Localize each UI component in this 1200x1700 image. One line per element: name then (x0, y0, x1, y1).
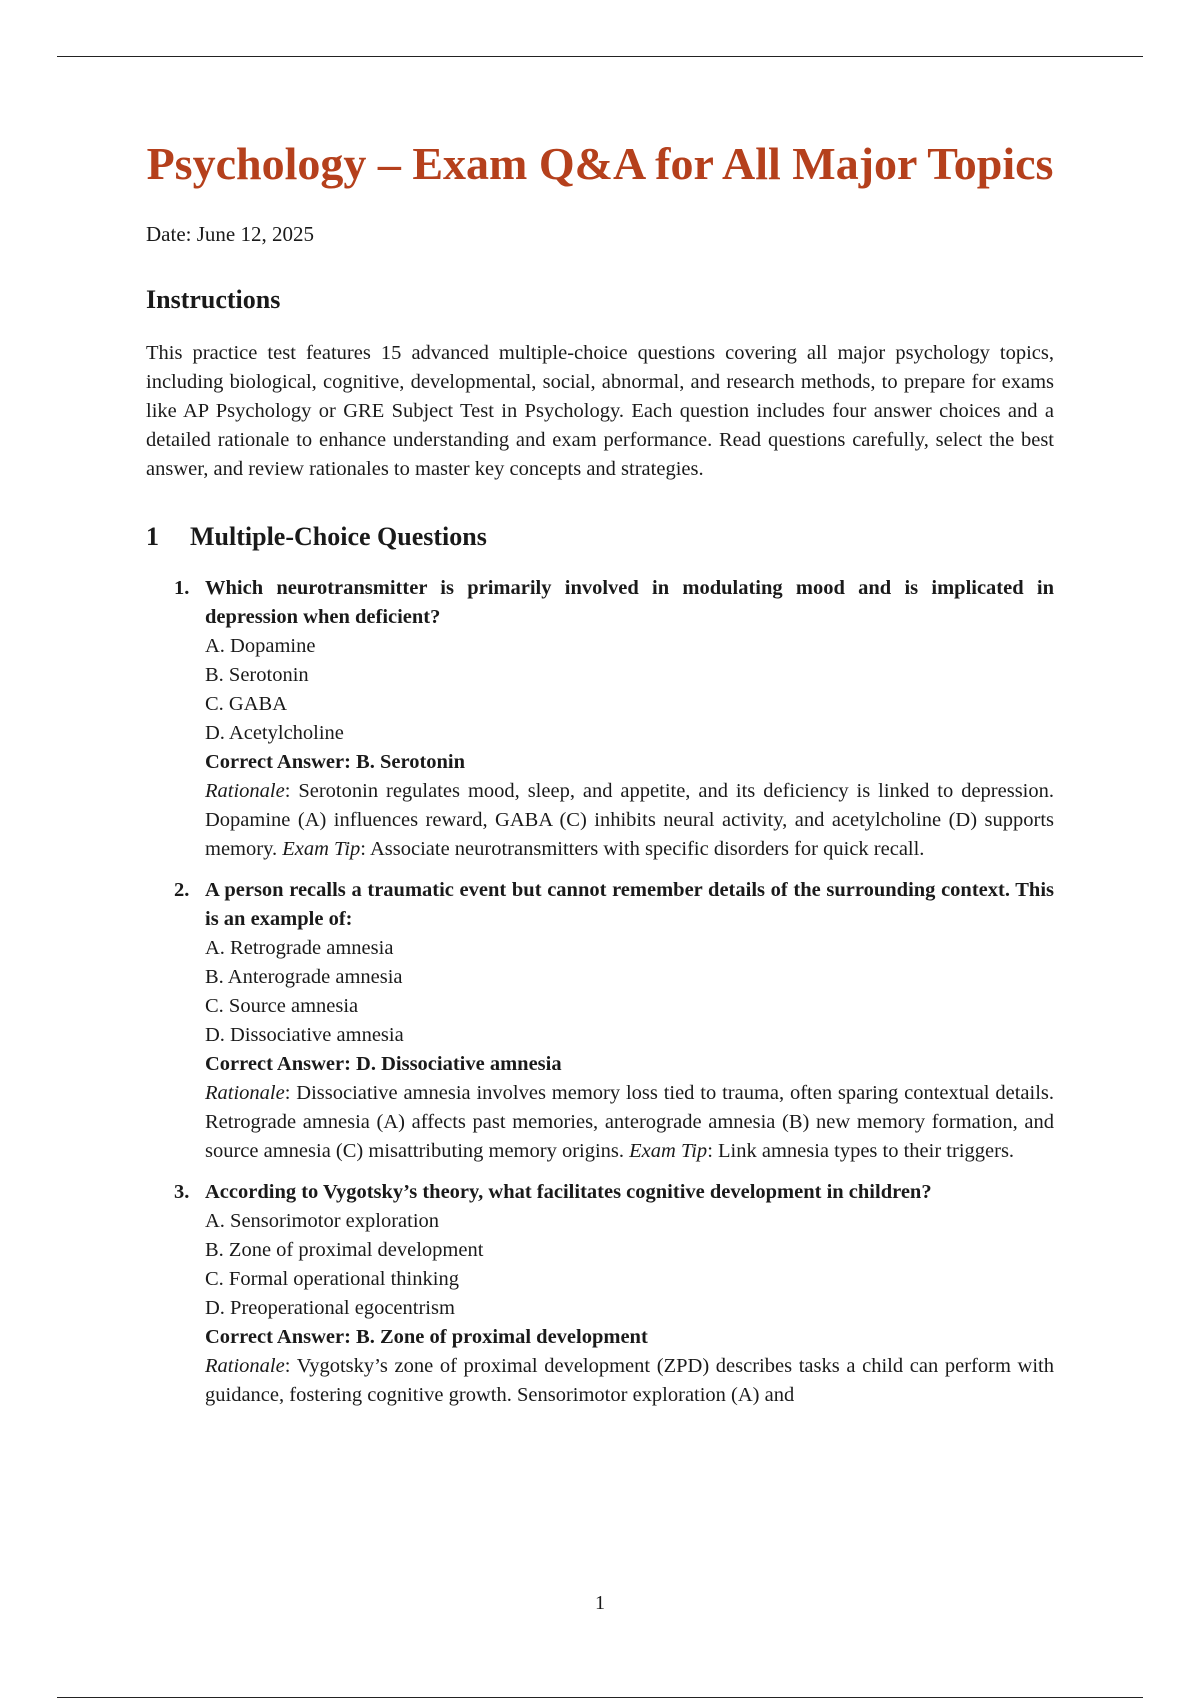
question-stem: Which neurotransmitter is primarily involved in modulating mood and is implicated in depression when deficient? (205, 577, 1054, 628)
question-stem: A person recalls a traumatic event but cannot remember details of the surrounding context. This is an example of: (205, 879, 1054, 930)
section-heading (146, 522, 1054, 552)
answer-choice: A. Sensorimotor exploration (205, 1210, 440, 1232)
exam-tip-text: : Associate neurotransmitters with specific disorders for quick recall. (360, 838, 925, 860)
exam-tip-label: Exam Tip (629, 1140, 708, 1162)
instructions-text: This practice test features 15 advanced multiple-choice questions covering all major psychology topics, including biological, cognitive, developmental, social, abnormal, and research methods, to prepare for exams like AP Psychology or GRE Subject Test in Psychology. Each question includes four answer choices and a detailed rationale to enhance understanding and exam performance. Read questions carefully, select the best answer, and review rationales to master key concepts and strategies. (146, 342, 1054, 480)
question-item (146, 1178, 1054, 1410)
instructions-heading: Instructions (146, 285, 281, 314)
answer-choice: C. Formal operational thinking (205, 1268, 459, 1290)
rationale-label: Rationale (205, 780, 285, 802)
rationale-text: : Serotonin regulates mood, sleep, and appetite, and its deficiency is linked to depression. Dopamine (A) influences reward, GABA (C) inhibits neural activity, and acetylcholine (D) supports memory. (205, 780, 1054, 860)
rationale-label: Rationale (205, 1355, 285, 1377)
page-number: 1 (595, 1592, 605, 1614)
correct-answer: Correct Answer: D. Dissociative amnesia (205, 1053, 562, 1075)
exam-tip-text: : Link amnesia types to their triggers. (707, 1140, 1015, 1162)
answer-choice: B. Anterograde amnesia (205, 966, 403, 988)
question-item (146, 574, 1054, 864)
top-rule (57, 56, 1143, 57)
correct-answer: Correct Answer: B. Serotonin (205, 751, 466, 773)
rationale-text: : Vygotsky’s zone of proximal development (ZPD) describes tasks a child can perform with guidance, fostering cognitive growth. Sensorimotor exploration (A) and (205, 1355, 1054, 1406)
rationale-text: : Dissociative amnesia involves memory loss tied to trauma, often sparing contextual details. Retrograde amnesia (A) affects past memories, anterograde amnesia (B) new memory formation, and source amnesia (C) misattributing memory origins. (205, 1082, 1054, 1162)
exam-tip-label: Exam Tip (282, 838, 361, 860)
rationale (205, 1352, 1054, 1410)
answer-choice: D. Preoperational egocentrism (205, 1297, 455, 1319)
answer-choice: D. Dissociative amnesia (205, 1024, 404, 1046)
answer-choice: A. Dopamine (205, 635, 316, 657)
answer-choice: B. Zone of proximal development (205, 1239, 484, 1261)
question-list (146, 574, 1054, 1410)
document-page (146, 130, 1054, 1422)
question-number: 1. (174, 577, 190, 599)
answer-choice: A. Retrograde amnesia (205, 937, 394, 959)
question-number: 3. (174, 1181, 190, 1203)
rationale (205, 1079, 1054, 1166)
rationale-label: Rationale (205, 1082, 285, 1104)
answer-choice: C. GABA (205, 693, 288, 715)
question-number: 2. (174, 879, 190, 901)
answer-choice: D. Acetylcholine (205, 722, 344, 744)
document-title: Psychology – Exam Q&A for All Major Topics (146, 138, 1054, 189)
document-date: Date: June 12, 2025 (146, 222, 314, 246)
question-stem: According to Vygotsky’s theory, what facilitates cognitive development in children? (205, 1181, 932, 1203)
correct-answer: Correct Answer: B. Zone of proximal development (205, 1326, 648, 1348)
section-title: Multiple-Choice Questions (190, 522, 487, 551)
bottom-rule (57, 1697, 1143, 1698)
question-item (146, 876, 1054, 1166)
answer-choice: B. Serotonin (205, 664, 309, 686)
rationale (205, 777, 1054, 864)
section-number: 1 (146, 522, 159, 551)
answer-choice: C. Source amnesia (205, 995, 359, 1017)
